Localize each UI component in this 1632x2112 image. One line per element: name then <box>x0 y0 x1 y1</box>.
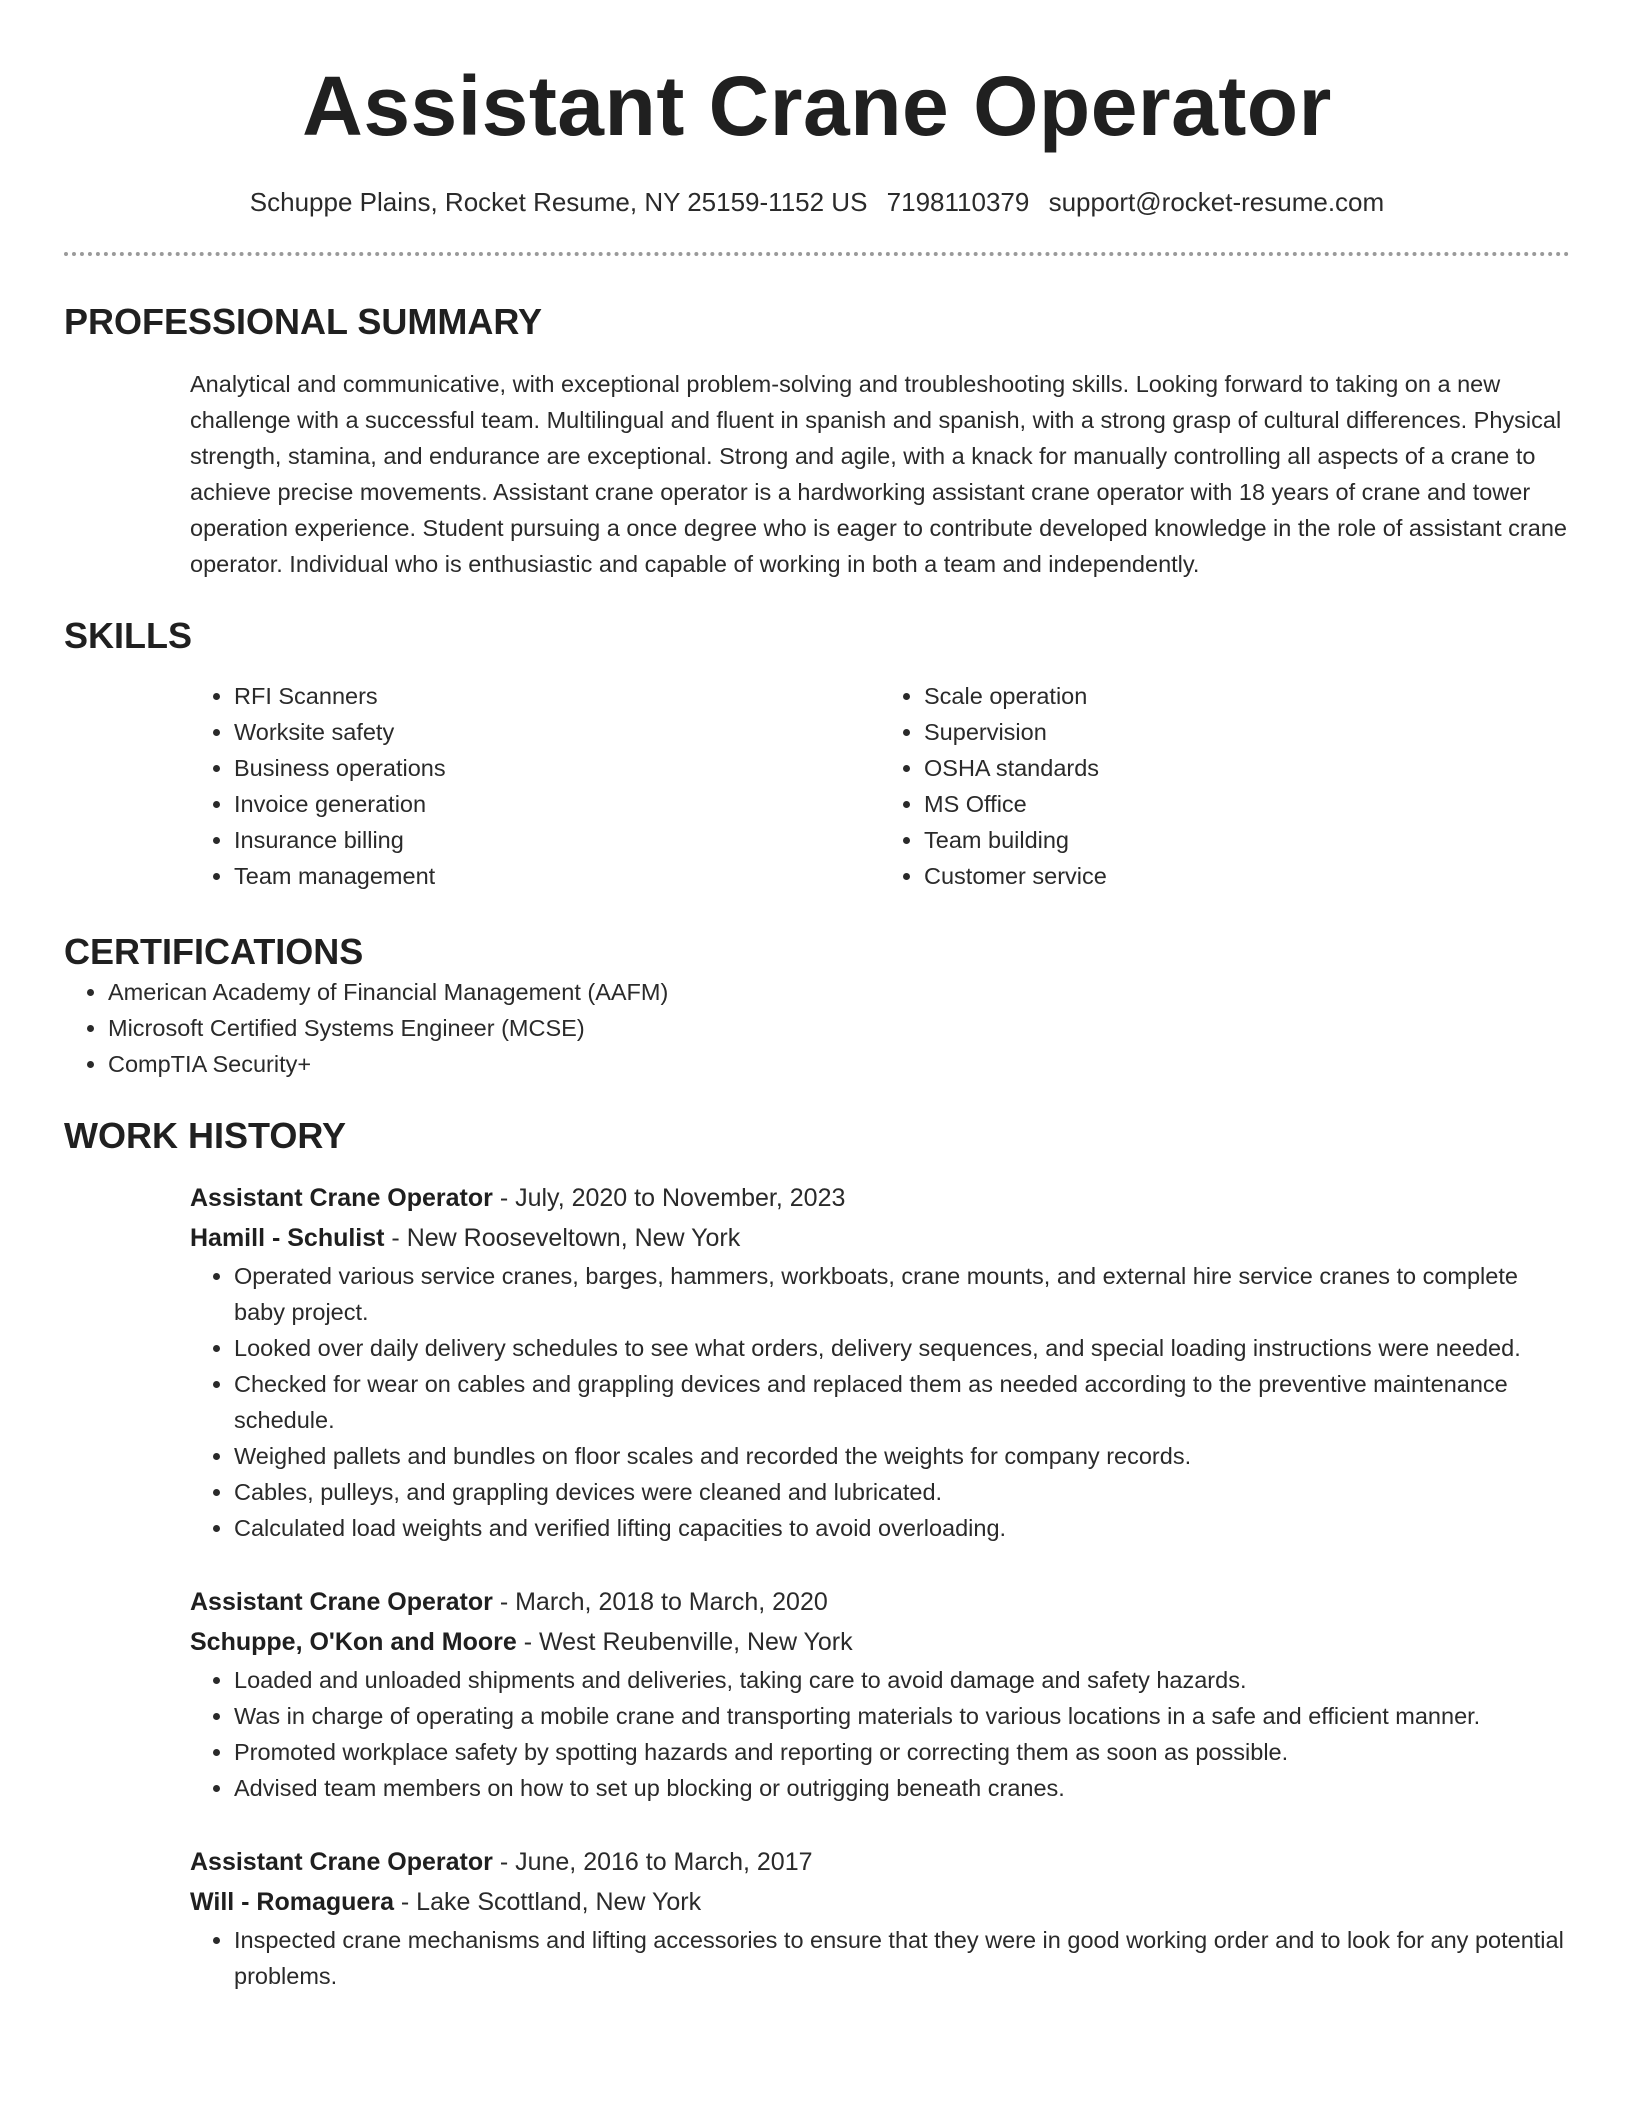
job-company-line <box>190 1622 1570 1662</box>
skill-item: • OSHA standards <box>924 750 1570 786</box>
skills-column-right <box>880 678 1570 894</box>
job-title-line <box>190 1582 1570 1622</box>
job-duties-list <box>190 1662 1570 1806</box>
job-duty: • Inspected crane mechanisms and lifting accessories to ensure that they were in good working order and to look for any potential problems. <box>234 1922 1570 1994</box>
job-location: - Lake Scottland, New York <box>393 1888 702 1916</box>
job-title-line <box>190 1842 1570 1882</box>
skill-item: • Customer service <box>924 858 1570 894</box>
work-history-section <box>64 1114 1570 1994</box>
job-duty: • Advised team members on how to set up blocking or outrigging beneath cranes. <box>234 1770 1570 1806</box>
skill-item: • MS Office <box>924 786 1570 822</box>
skill-item: • Business operations <box>234 750 880 786</box>
contact-line <box>64 184 1570 220</box>
certifications-section <box>64 930 1570 1082</box>
job-duty: • Looked over daily delivery schedules to see what orders, delivery sequences, and special loading instructions were needed. <box>234 1330 1570 1366</box>
certification-item: • Microsoft Certified Systems Engineer (MCSE) <box>108 1010 1570 1046</box>
job-role: Assistant Crane Operator <box>190 1184 493 1212</box>
skills-grid <box>190 678 1570 894</box>
job-duties-list <box>190 1258 1570 1546</box>
contact-phone: 7198110379 <box>886 187 1030 217</box>
skill-item: • Team management <box>234 858 880 894</box>
certifications-heading: CERTIFICATIONS <box>64 931 364 972</box>
job-role: Assistant Crane Operator <box>190 1588 493 1616</box>
certifications-list <box>64 974 1570 1082</box>
job-dates: - March, 2018 to March, 2020 <box>492 1588 828 1616</box>
job-entry <box>190 1582 1570 1806</box>
skills-section <box>64 614 1570 894</box>
job-duty: • Operated various service cranes, barges, hammers, workboats, crane mounts, and external hire service cranes to complete baby project. <box>234 1258 1570 1330</box>
job-dates: - July, 2020 to November, 2023 <box>492 1184 846 1212</box>
skill-item: • Invoice generation <box>234 786 880 822</box>
job-duty: • Calculated load weights and verified lifting capacities to avoid overloading. <box>234 1510 1570 1546</box>
skill-item: • Worksite safety <box>234 714 880 750</box>
job-location: - New Rooseveltown, New York <box>384 1224 741 1252</box>
job-dates: - June, 2016 to March, 2017 <box>492 1848 813 1876</box>
job-title-line <box>190 1178 1570 1218</box>
summary-section <box>64 300 1570 582</box>
skill-item: • Insurance billing <box>234 822 880 858</box>
skill-item: • RFI Scanners <box>234 678 880 714</box>
job-entry <box>190 1178 1570 1546</box>
job-duty: • Cables, pulleys, and grappling devices were cleaned and lubricated. <box>234 1474 1570 1510</box>
candidate-name: Assistant Crane Operator <box>302 59 1332 153</box>
header-divider <box>64 252 1570 256</box>
job-company-line <box>190 1218 1570 1258</box>
summary-text: Analytical and communicative, with exceptional problem-solving and troubleshooting skills. Looking forward to taking on a new challenge with a successful team. Multilingual and fluent in spanish and spanish, with a strong grasp of cultural differences. Physical strength, stamina, and endurance are exceptional. Strong and agile, with a knack for manually controlling all aspects of a crane to achieve precise movements. Assistant crane operator is a hardworking assistant crane operator with 18 years of crane and tower operation experience. Student pursuing a once degree who is eager to contribute developed knowledge in the role of assistant crane operator. Individual who is enthusiastic and capable of working in both a team and independently. <box>190 371 1567 577</box>
job-company: Hamill - Schulist <box>190 1224 385 1252</box>
certification-item: • American Academy of Financial Management (AAFM) <box>108 974 1570 1010</box>
skills-heading: SKILLS <box>64 615 193 656</box>
contact-address: Schuppe Plains, Rocket Resume, NY 25159-1152 US <box>249 187 868 217</box>
job-duty: • Was in charge of operating a mobile crane and transporting materials to various locations in a safe and efficient manner. <box>234 1698 1570 1734</box>
job-duty: • Promoted workplace safety by spotting hazards and reporting or correcting them as soon as possible. <box>234 1734 1570 1770</box>
job-company: Will - Romaguera <box>190 1888 394 1916</box>
summary-heading: PROFESSIONAL SUMMARY <box>64 301 543 342</box>
skills-column-left <box>190 678 880 894</box>
skill-item: • Scale operation <box>924 678 1570 714</box>
job-company-line <box>190 1882 1570 1922</box>
job-entry <box>190 1842 1570 1994</box>
job-duties-list <box>190 1922 1570 1994</box>
work-history-heading: WORK HISTORY <box>64 1115 347 1156</box>
job-duty: • Checked for wear on cables and grappling devices and replaced them as needed according to the preventive maintenance schedule. <box>234 1366 1570 1438</box>
skill-item: • Supervision <box>924 714 1570 750</box>
certification-item: • CompTIA Security+ <box>108 1046 1570 1082</box>
job-duty: • Weighed pallets and bundles on floor scales and recorded the weights for company records. <box>234 1438 1570 1474</box>
skill-item: • Team building <box>924 822 1570 858</box>
job-duty: • Loaded and unloaded shipments and deliveries, taking care to avoid damage and safety hazards. <box>234 1662 1570 1698</box>
job-location: - West Reubenville, New York <box>516 1628 853 1656</box>
job-company: Schuppe, O'Kon and Moore <box>190 1628 517 1656</box>
job-role: Assistant Crane Operator <box>190 1848 493 1876</box>
contact-email[interactable]: support@rocket-resume.com <box>1048 187 1385 217</box>
